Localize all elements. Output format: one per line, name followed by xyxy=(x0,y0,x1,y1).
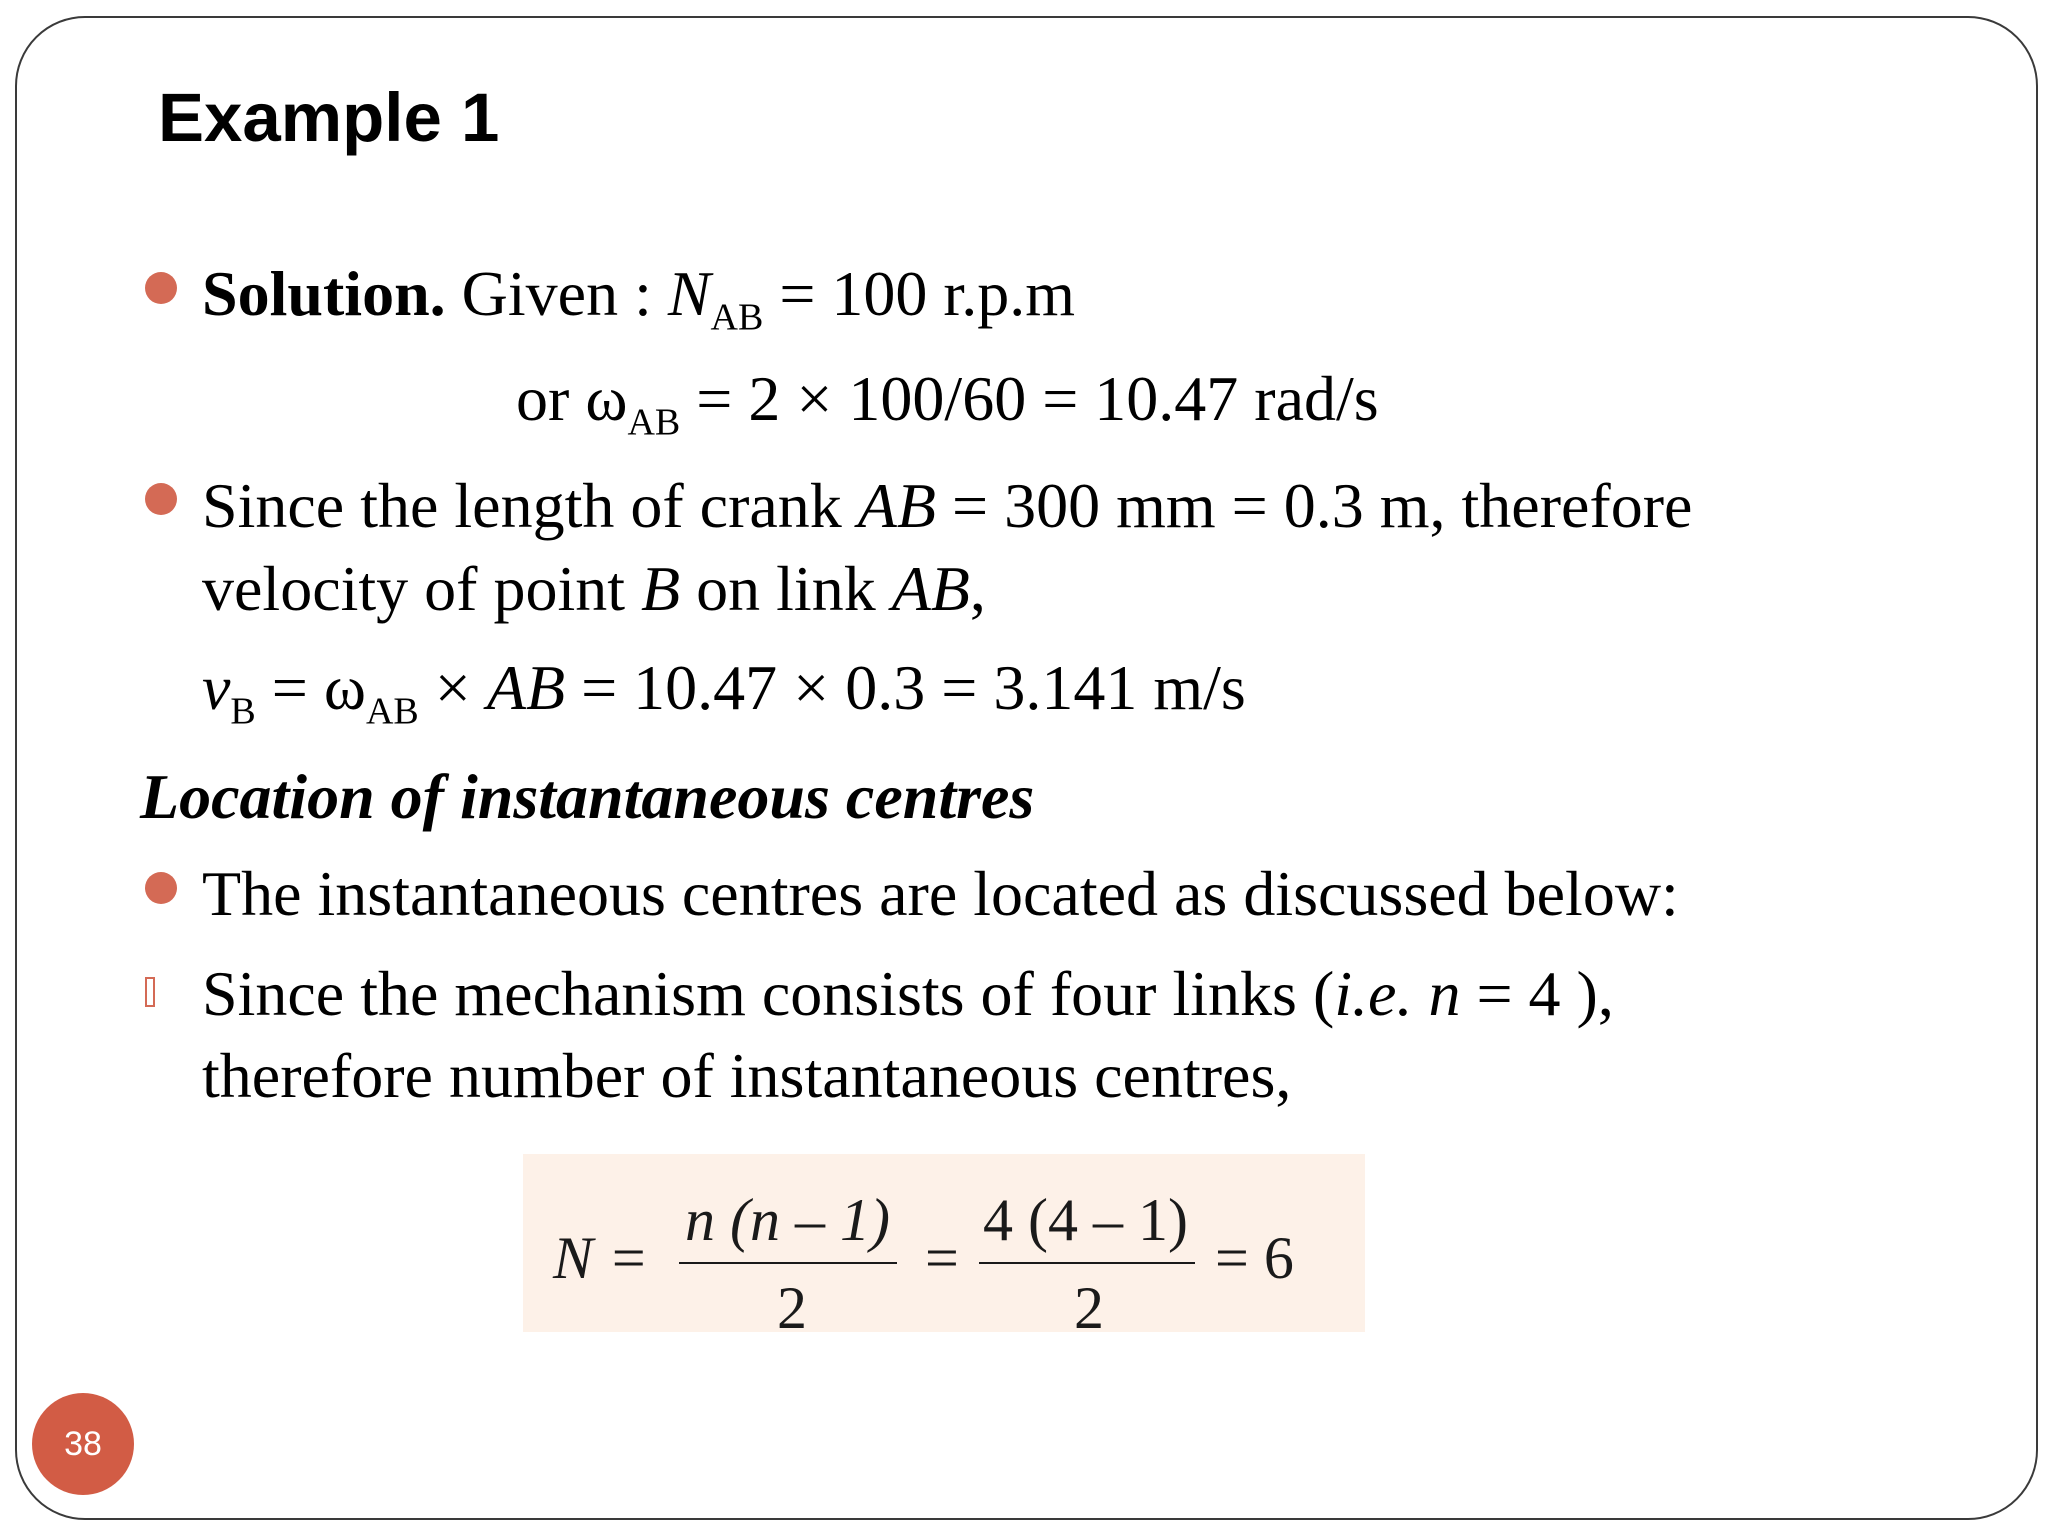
times-symbol: × xyxy=(418,652,487,723)
omega-symbol: = ω xyxy=(255,652,366,723)
crank-value: = 300 mm = 0.3 m, therefore xyxy=(935,470,1693,541)
fraction-bar xyxy=(979,1262,1195,1264)
given-text: Given : xyxy=(445,258,668,329)
page-number: 38 xyxy=(64,1424,102,1463)
four-links-text: Since the mechanism consists of four links ( xyxy=(202,958,1335,1029)
formula-denominator-1: 2 xyxy=(777,1275,807,1341)
omega-prefix: or ω xyxy=(516,363,628,434)
n-symbol: n xyxy=(1428,958,1461,1029)
bullet-dot-icon xyxy=(145,272,177,304)
comma: , xyxy=(969,553,986,624)
ie-text: i.e. xyxy=(1334,958,1413,1029)
v-subscript: B xyxy=(230,690,256,733)
vb-equation-line xyxy=(202,652,1246,733)
solution-given-line xyxy=(202,258,1075,339)
formula-denominator-2: 2 xyxy=(1074,1275,1104,1341)
on-link-text: on link xyxy=(680,553,892,624)
vb-value: = 10.47 × 0.3 = 3.141 m/s xyxy=(565,652,1246,723)
centres-text: therefore number of instantaneous centres, xyxy=(202,1040,1292,1111)
solution-label: Solution. xyxy=(202,258,446,329)
b-symbol: B xyxy=(641,553,681,624)
formula-lhs: N = xyxy=(553,1225,649,1291)
crank-length-line xyxy=(202,470,1693,541)
formula-box xyxy=(523,1154,1365,1341)
slide-title: Example 1 xyxy=(158,79,500,156)
velocity-text: velocity of point xyxy=(202,553,642,624)
omega-value: = 2 × 100/60 = 10.47 rad/s xyxy=(680,363,1379,434)
section-heading xyxy=(140,761,1035,832)
formula-numerator-1: n (n – 1) xyxy=(685,1187,890,1253)
formula-equals: = xyxy=(925,1225,959,1291)
n-value: = 4 ), xyxy=(1460,958,1614,1029)
centres-count-line xyxy=(202,1040,1292,1111)
omega-line xyxy=(516,363,1379,444)
ab-symbol: AB xyxy=(486,652,566,723)
four-links-line xyxy=(202,958,1614,1029)
page-number-badge xyxy=(32,1393,134,1495)
v-symbol: v xyxy=(202,652,231,723)
n-variable: N xyxy=(667,258,711,329)
formula-result: = 6 xyxy=(1215,1225,1294,1291)
located-text: The instantaneous centres are located as discussed below: xyxy=(202,858,1679,929)
n-subscript: AB xyxy=(710,296,764,339)
ab-symbol: AB xyxy=(857,470,936,541)
bullet-dot-icon xyxy=(145,872,177,904)
n-value: = 100 r.p.m xyxy=(763,258,1075,329)
velocity-point-line xyxy=(202,553,986,624)
omega-subscript: AB xyxy=(627,401,681,444)
bullet-dot-icon xyxy=(145,483,177,515)
space xyxy=(1412,958,1428,1029)
bullet-box-icon xyxy=(145,977,155,1007)
crank-text: Since the length of crank xyxy=(202,470,858,541)
heading-text: Location of instantaneous centres xyxy=(140,761,1035,832)
fraction-bar xyxy=(679,1262,897,1264)
ab-symbol: AB xyxy=(891,553,970,624)
omega-subscript: AB xyxy=(365,690,419,733)
formula-numerator-2: 4 (4 – 1) xyxy=(983,1187,1188,1253)
located-line xyxy=(202,858,1679,929)
